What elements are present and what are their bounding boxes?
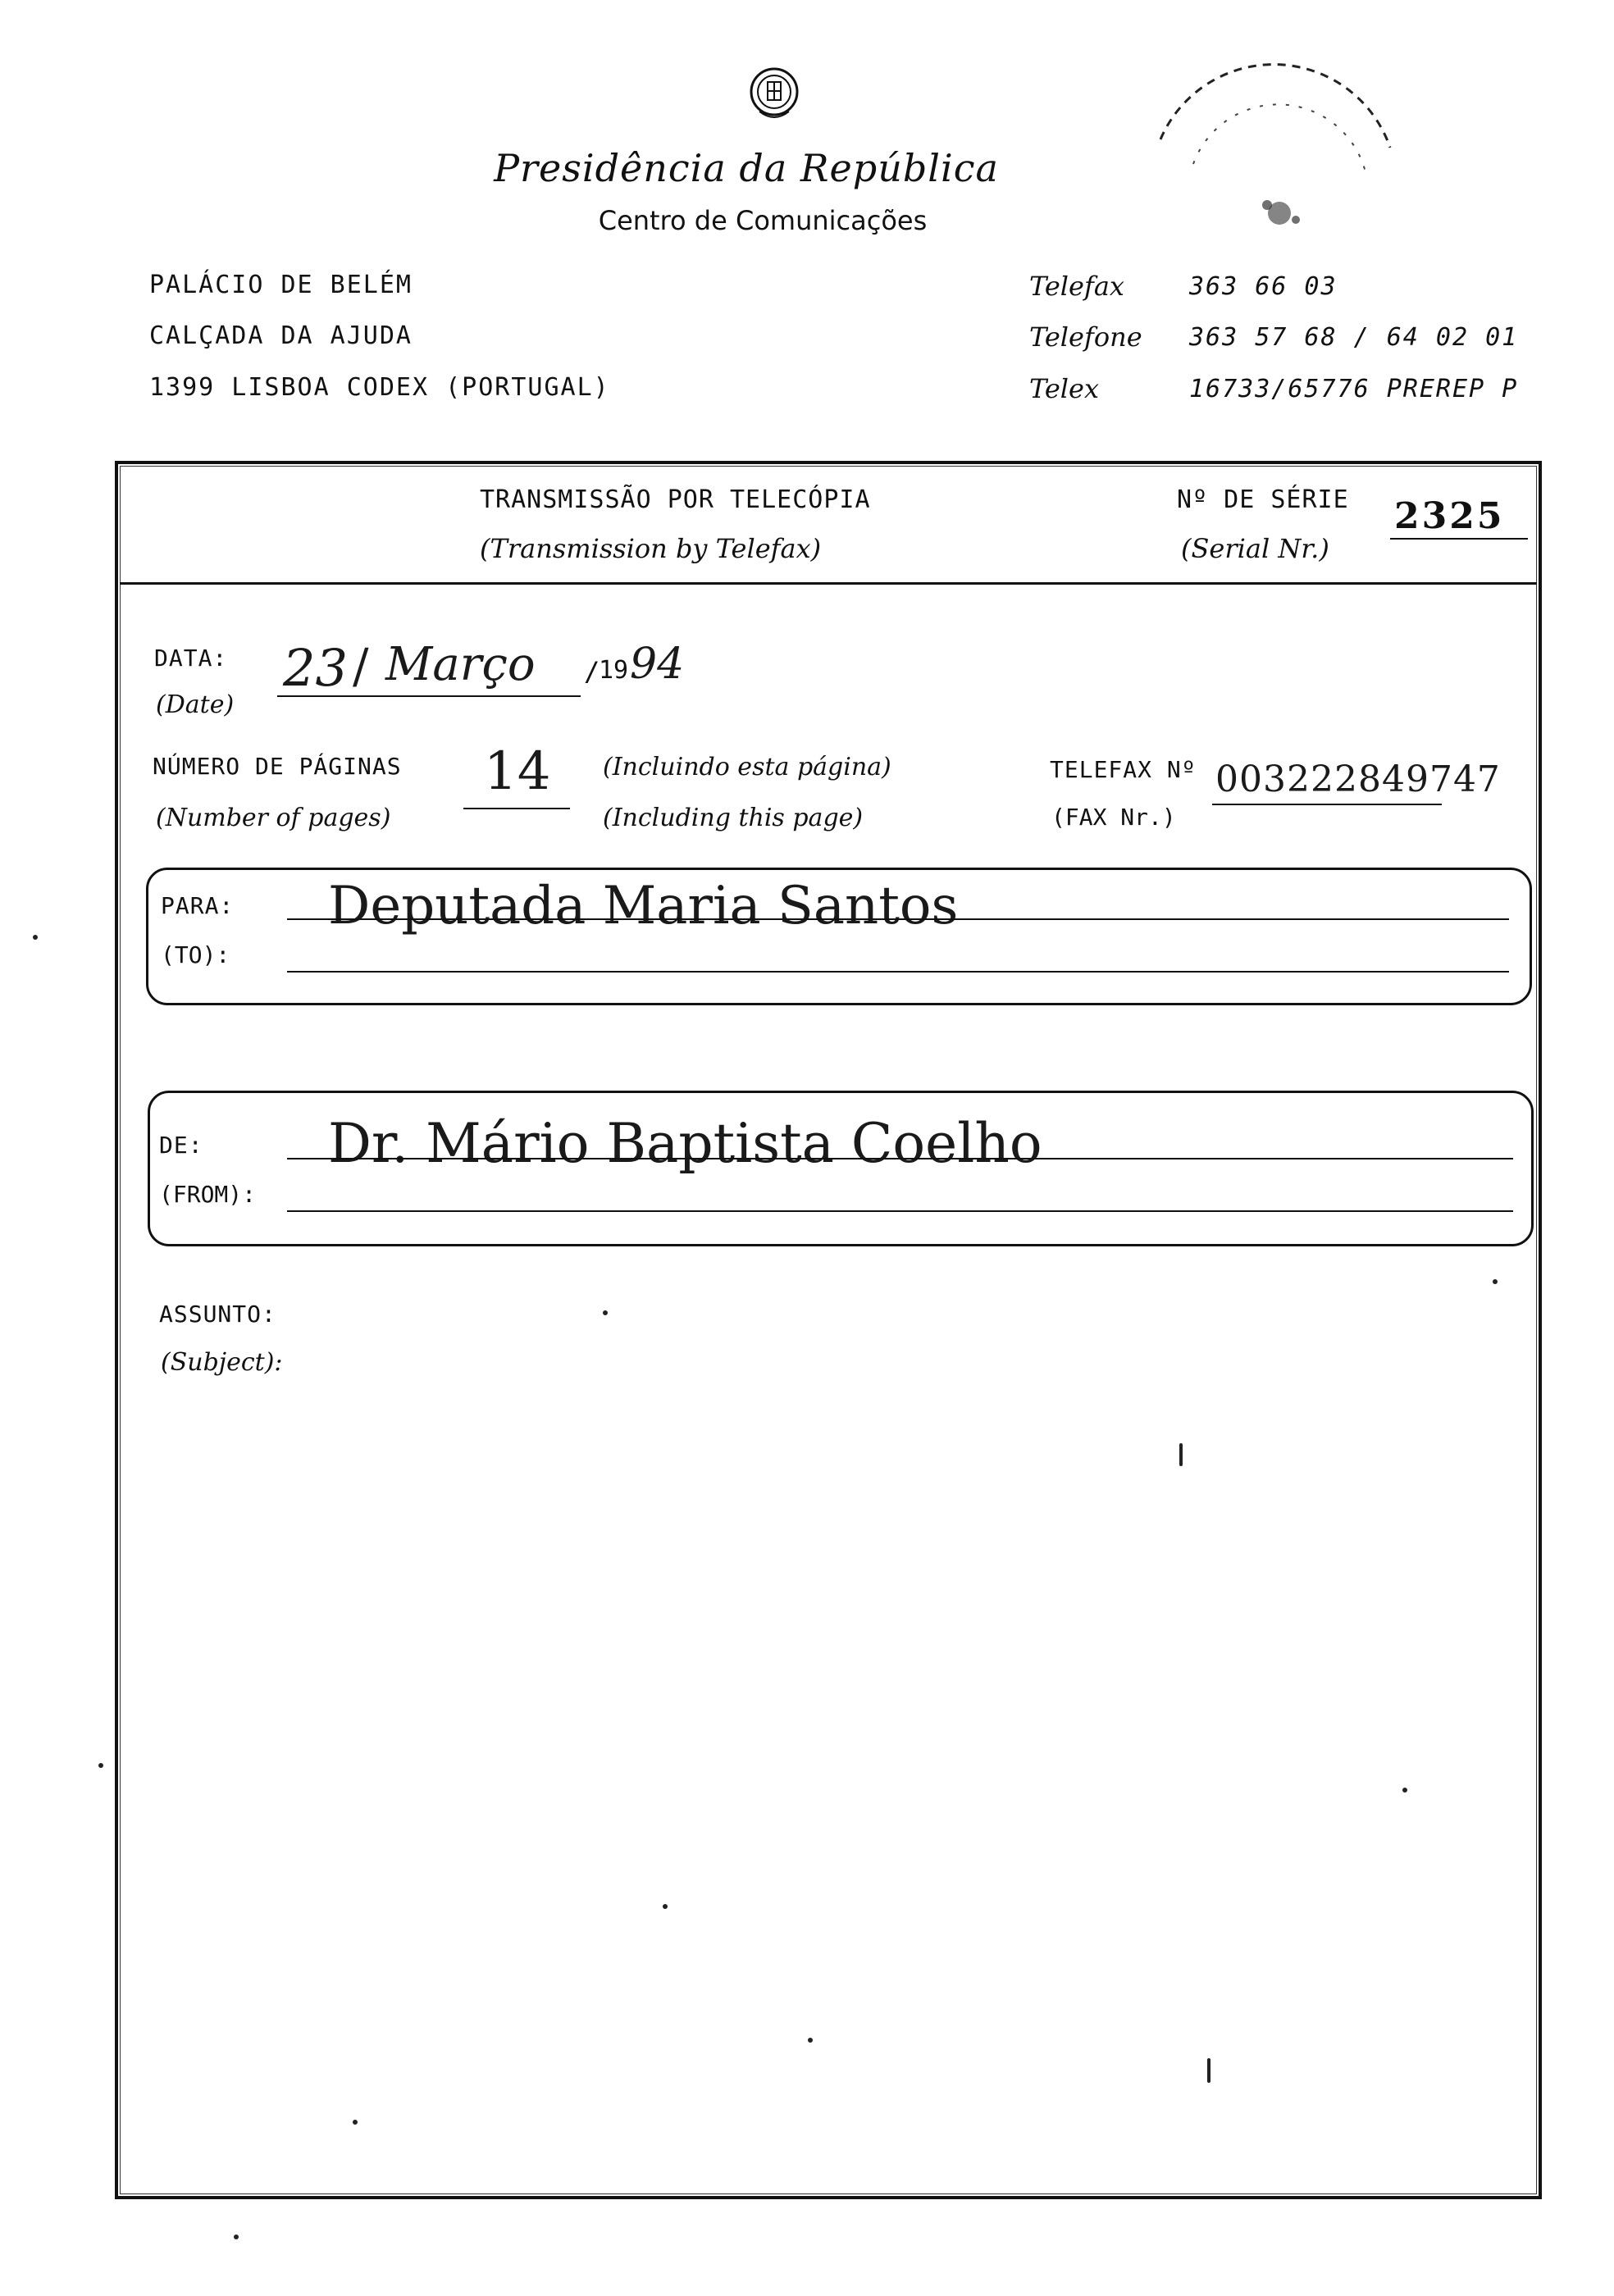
subject-label: ASSUNTO: bbox=[159, 1301, 276, 1328]
from-line-1 bbox=[287, 1158, 1513, 1159]
date-sep-2: / bbox=[584, 656, 600, 687]
serial-underline bbox=[1390, 538, 1528, 540]
date-label: DATA: bbox=[154, 645, 228, 672]
scan-speck bbox=[603, 1310, 608, 1315]
telex-label: Telex bbox=[1029, 373, 1100, 404]
serial-label: Nº DE SÉRIE bbox=[1177, 485, 1349, 514]
fax-number-label: TELEFAX Nº bbox=[1050, 756, 1197, 783]
scan-speck bbox=[33, 935, 38, 940]
date-year: 94 bbox=[630, 640, 685, 689]
telefax-label: Telefax bbox=[1029, 271, 1124, 302]
serial-number: 2325 bbox=[1394, 495, 1505, 537]
fax-form-inner-border bbox=[120, 466, 1537, 2194]
pages-label: NÚMERO DE PÁGINAS bbox=[153, 753, 402, 780]
address-line-1: PALÁCIO DE BELÉM bbox=[149, 271, 413, 299]
date-label-en: (Date) bbox=[156, 690, 235, 719]
scan-speck bbox=[1493, 1279, 1498, 1284]
scan-speck bbox=[663, 1904, 668, 1909]
pages-label-en: (Number of pages) bbox=[156, 804, 391, 832]
date-month: Março bbox=[385, 638, 536, 691]
scan-speck bbox=[1402, 1788, 1407, 1793]
to-label: PARA: bbox=[161, 892, 235, 919]
scan-speck bbox=[98, 1763, 103, 1768]
scan-speck bbox=[234, 2234, 239, 2239]
date-year-prefix: 19 bbox=[599, 656, 629, 685]
institution-name: Presidência da República bbox=[494, 146, 999, 190]
scan-speck bbox=[1207, 2058, 1210, 2083]
from-line-2 bbox=[287, 1210, 1513, 1212]
fax-number-value: 003222849747 bbox=[1215, 758, 1501, 800]
telefone-value: 363 57 68 / 64 02 01 bbox=[1189, 323, 1519, 352]
to-line-1 bbox=[287, 918, 1509, 920]
to-value[interactable]: Deputada Maria Santos bbox=[328, 876, 959, 936]
telefax-value: 363 66 03 bbox=[1189, 272, 1338, 301]
coat-of-arms-icon bbox=[748, 64, 800, 125]
date-sep-1: / bbox=[353, 638, 369, 694]
pages-underline bbox=[463, 808, 570, 809]
from-value[interactable]: Dr. Mário Baptista Coelho bbox=[328, 1112, 1042, 1175]
to-line-2 bbox=[287, 971, 1509, 973]
to-label-en: (TO): bbox=[161, 941, 230, 968]
scan-speck bbox=[1179, 1443, 1183, 1466]
date-day: 23 bbox=[283, 638, 348, 698]
form-title: TRANSMISSÃO POR TELECÓPIA bbox=[480, 485, 871, 514]
pages-value: 14 bbox=[484, 741, 551, 802]
address-line-2: CALÇADA DA AJUDA bbox=[149, 321, 413, 350]
pages-note: (Incluindo esta página) bbox=[603, 753, 891, 781]
telex-value: 16733/65776 PREREP P bbox=[1189, 375, 1519, 403]
official-round-stamp-icon bbox=[1144, 49, 1415, 254]
pages-note-en: (Including this page) bbox=[603, 804, 864, 832]
scan-speck bbox=[353, 2120, 358, 2125]
scan-speck bbox=[808, 2038, 813, 2043]
header-divider bbox=[120, 582, 1537, 585]
telefone-label: Telefone bbox=[1029, 321, 1142, 353]
from-label-en: (FROM): bbox=[159, 1181, 257, 1208]
fax-number-label-en: (FAX Nr.) bbox=[1051, 804, 1176, 831]
subject-label-en: (Subject): bbox=[161, 1348, 283, 1377]
department-name: Centro de Comunicações bbox=[598, 205, 928, 236]
address-line-3: 1399 LISBOA CODEX (PORTUGAL) bbox=[149, 373, 610, 402]
form-title-en: (Transmission by Telefax) bbox=[480, 533, 822, 564]
fax-number-underline bbox=[1212, 804, 1442, 805]
from-label: DE: bbox=[159, 1132, 203, 1159]
date-underline bbox=[277, 695, 581, 697]
serial-label-en: (Serial Nr.) bbox=[1181, 533, 1329, 564]
